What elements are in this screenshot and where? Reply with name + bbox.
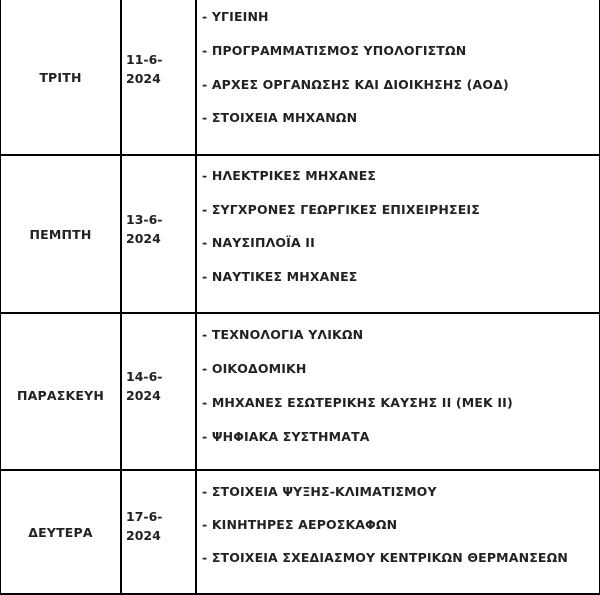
subject-item: - ΟΙΚΟΔΟΜΙΚΗ	[202, 361, 307, 376]
day-cell	[1, 0, 120, 154]
subject-item: - ΜΗΧΑΝΕΣ ΕΣΩΤΕΡΙΚΗΣ ΚΑΥΣΗΣ ΙΙ (ΜΕΚ ΙΙ)	[202, 395, 513, 410]
day-label: ΔΕΥΤΕΡΑ	[28, 524, 93, 540]
day-label: ΠΕΜΠΤΗ	[29, 226, 92, 242]
subject-item: - ΗΛΕΚΤΡΙΚΕΣ ΜΗΧΑΝΕΣ	[202, 168, 377, 183]
subject-item: - ΣΤΟΙΧΕΙΑ ΣΧΕΔΙΑΣΜΟΥ ΚΕΝΤΡΙΚΩΝ ΘΕΡΜΑΝΣΕΩΝ	[202, 550, 568, 565]
subject-item: - ΣΥΓΧΡΟΝΕΣ ΓΕΩΡΓΙΚΕΣ ΕΠΙΧΕΙΡΗΣΕΙΣ	[202, 202, 480, 217]
subject-item: - ΣΤΟΙΧΕΙΑ ΜΗΧΑΝΩΝ	[202, 110, 358, 125]
day-cell	[1, 322, 120, 469]
table-row	[1, 314, 600, 471]
subject-item: - ΑΡΧΕΣ ΟΡΓΑΝΩΣΗΣ ΚΑΙ ΔΙΟΙΚΗΣΗΣ (ΑΟΔ)	[202, 77, 509, 92]
subject-item: - ΣΤΟΙΧΕΙΑ ΨΥΞΗΣ-ΚΛΙΜΑΤΙΣΜΟΥ	[202, 484, 437, 499]
table-row	[1, 156, 600, 314]
day-label: ΤΡΙΤΗ	[39, 69, 82, 85]
day-cell	[1, 471, 120, 593]
subject-item: - ΝΑΥΣΙΠΛΟΪΑ ΙΙ	[202, 235, 315, 250]
day-label: ΠΑΡΑΣΚΕΥΗ	[16, 388, 105, 403]
subject-item: - ΝΑΥΤΙΚΕΣ ΜΗΧΑΝΕΣ	[202, 269, 358, 284]
table-row	[1, 0, 600, 156]
date-label: 13-6- 2024	[126, 212, 163, 246]
subject-item: - ΠΡΟΓΡΑΜΜΑΤΙΣΜΟΣ ΥΠΟΛΟΓΙΣΤΩΝ	[202, 43, 467, 58]
subject-item: - ΥΓΙΕΙΝΗ	[202, 9, 269, 24]
column-divider	[120, 0, 122, 595]
subject-item: - ΨΗΦΙΑΚΑ ΣΥΣΤΗΜΑΤΑ	[202, 429, 370, 444]
subject-item: - ΚΙΝΗΤΗΡΕΣ ΑΕΡΟΣΚΑΦΩΝ	[202, 517, 398, 532]
date-label: 14-6- 2024	[126, 369, 163, 403]
column-divider	[195, 0, 197, 595]
date-label: 17-6- 2024	[126, 509, 163, 543]
date-label: 11-6- 2024	[126, 52, 163, 86]
subject-item: - ΤΕΧΝΟΛΟΓΙΑ ΥΛΙΚΩΝ	[202, 327, 364, 342]
day-cell	[1, 156, 120, 312]
table-row	[1, 471, 600, 595]
